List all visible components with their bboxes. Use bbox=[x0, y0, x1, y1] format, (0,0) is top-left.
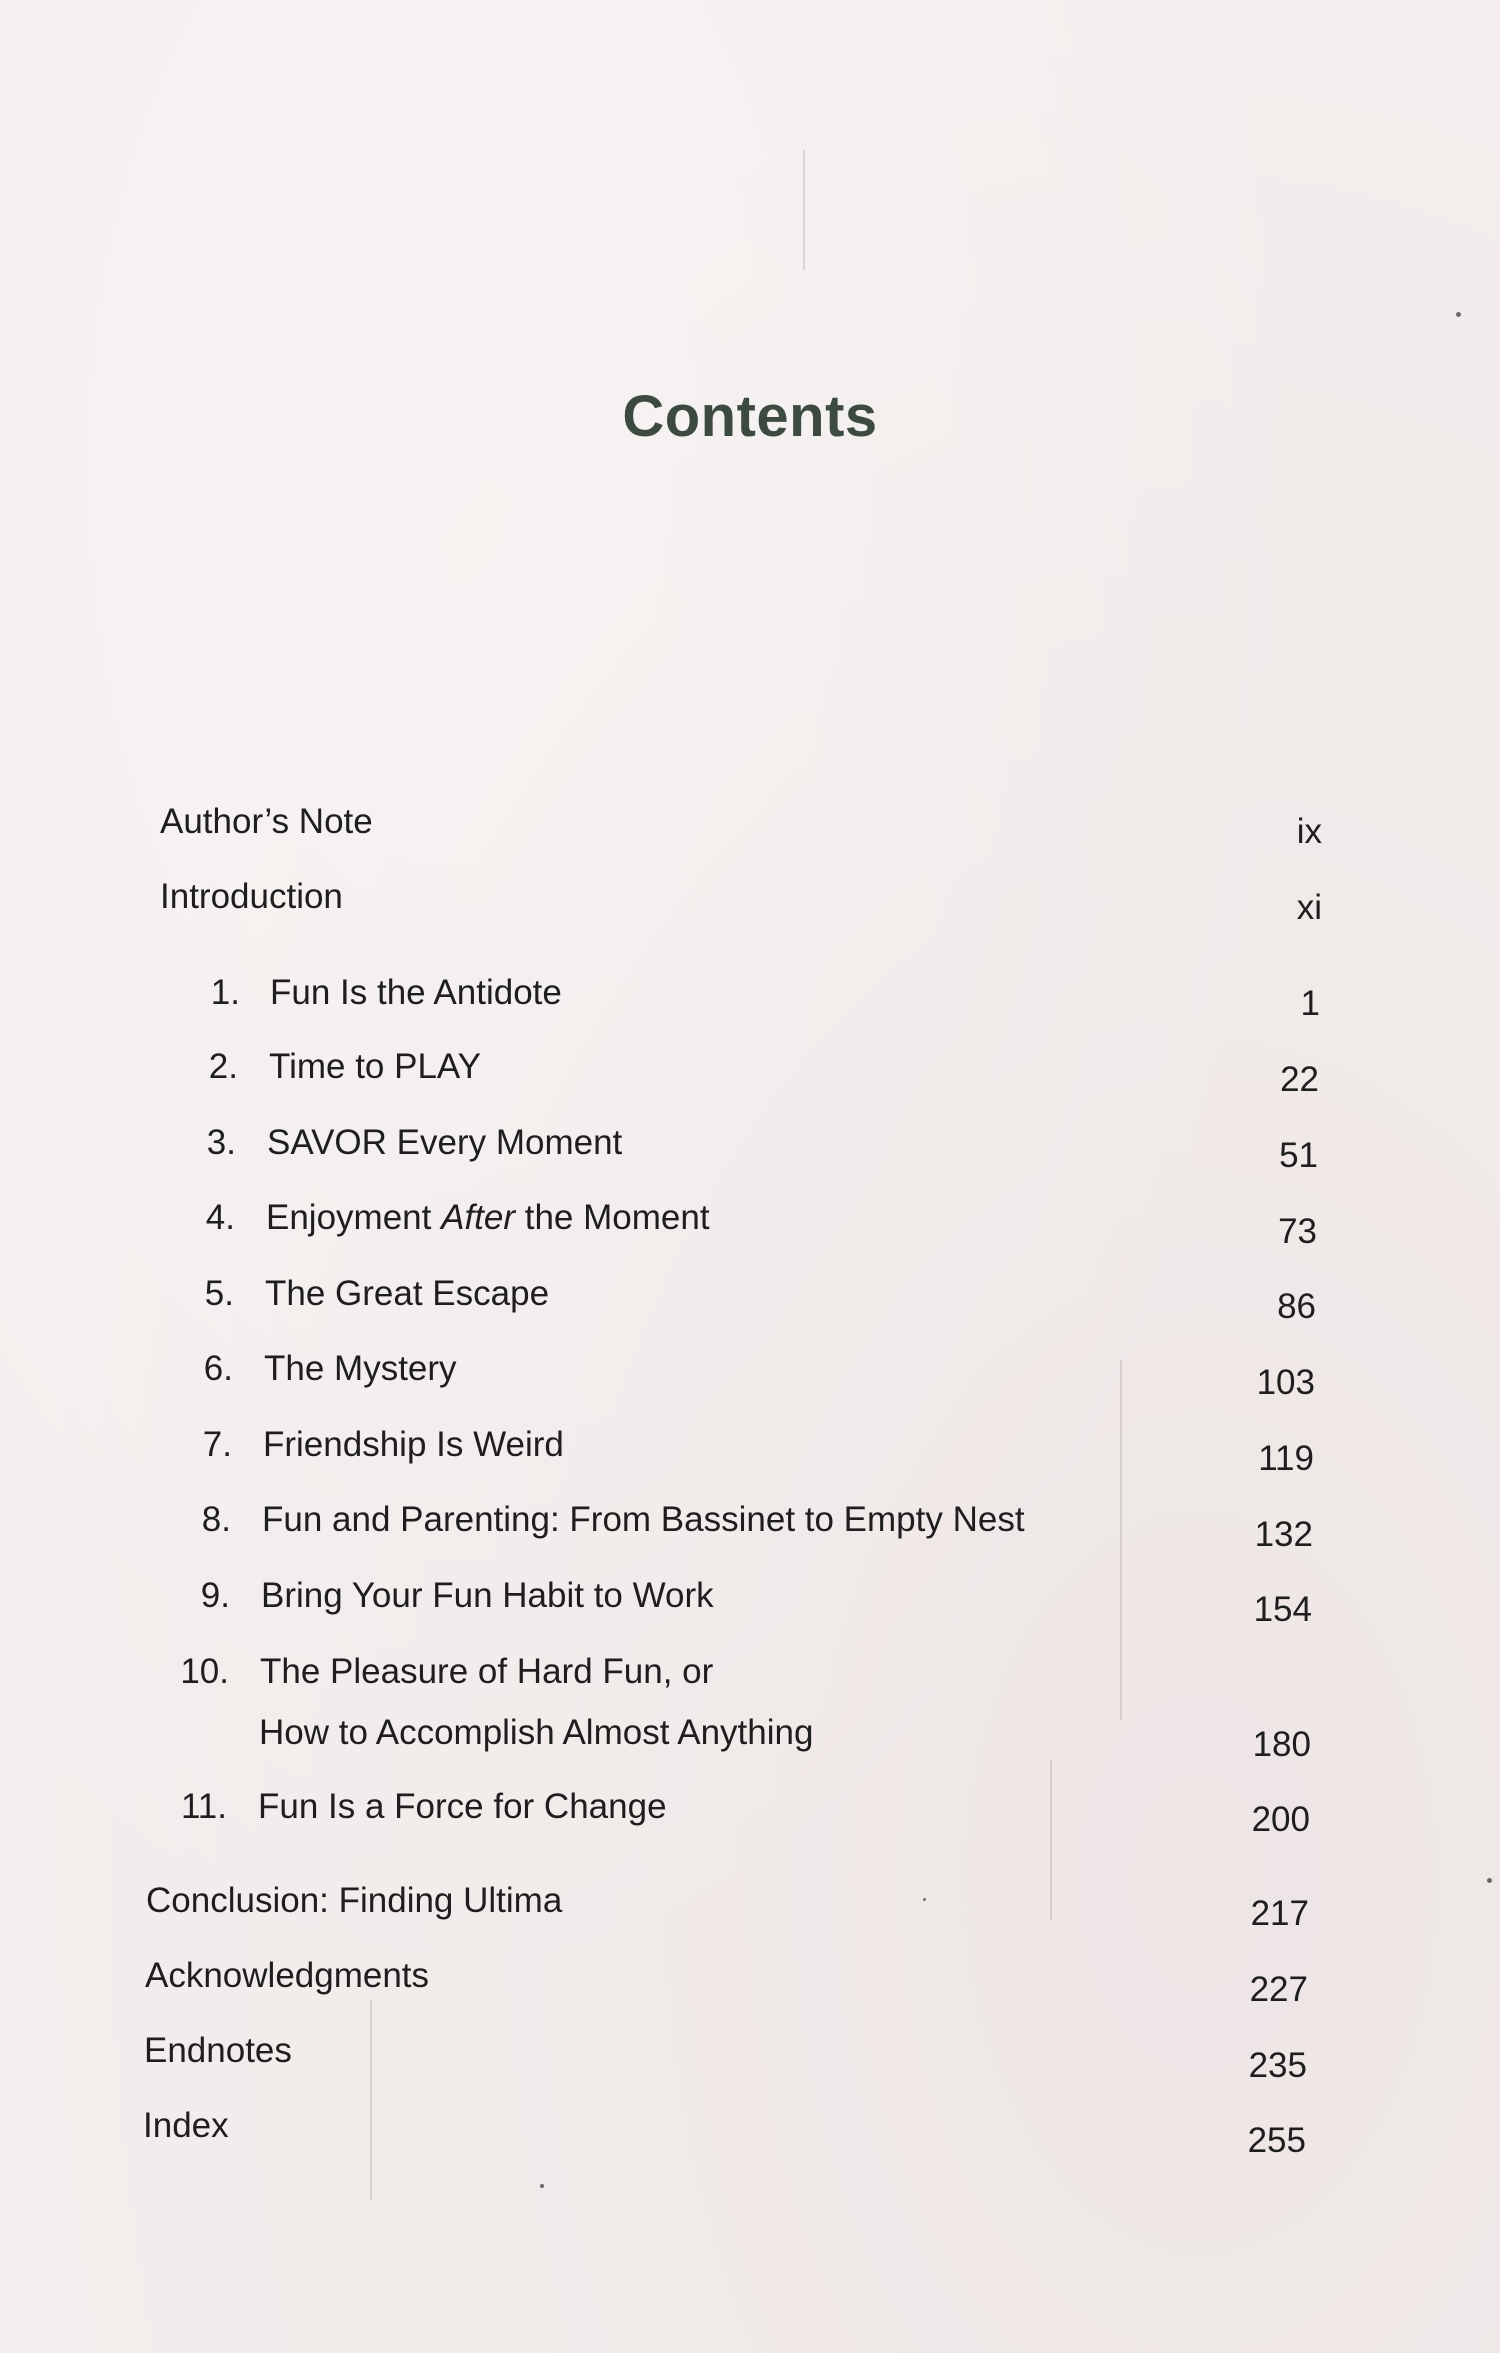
chapter-number: 1. bbox=[210, 973, 240, 1012]
chapter-number: 9. bbox=[200, 1576, 230, 1615]
chapter-page: 51 bbox=[1279, 1136, 1318, 1175]
paper-crease bbox=[803, 150, 805, 270]
paper-crease bbox=[1050, 1760, 1052, 1920]
chapter-page: 1 bbox=[1300, 984, 1320, 1023]
chapter-number: 4. bbox=[205, 1198, 235, 1237]
toc-page-index: 255 bbox=[1247, 2121, 1306, 2160]
chapter-title: Fun and Parenting: From Bassinet to Empty Nest bbox=[262, 1500, 1025, 1539]
chapter-title: Fun Is a Force for Change bbox=[258, 1787, 667, 1826]
toc-page-acknowledgments: 227 bbox=[1249, 1970, 1308, 2009]
chapter-page: 132 bbox=[1254, 1515, 1313, 1554]
chapter-title: The Great Escape bbox=[265, 1274, 550, 1313]
chapter-title bbox=[266, 1198, 710, 1238]
chapter-page: 180 bbox=[1252, 1725, 1311, 1764]
chapter-page: 119 bbox=[1258, 1439, 1314, 1478]
chapter-number: 2. bbox=[208, 1047, 238, 1086]
chapter-page: 86 bbox=[1277, 1287, 1316, 1326]
chapter-page: 73 bbox=[1278, 1212, 1317, 1251]
toc-page-endnotes: 235 bbox=[1248, 2046, 1307, 2085]
toc-entry-conclusion: Conclusion: Finding Ultima bbox=[146, 1881, 563, 1920]
chapter-title-part: Enjoyment bbox=[266, 1198, 442, 1237]
chapter-title: Friendship Is Weird bbox=[263, 1425, 564, 1464]
toc-entry-introduction: Introduction bbox=[160, 877, 343, 916]
chapter-title-line1: The Pleasure of Hard Fun, or bbox=[260, 1652, 714, 1691]
chapter-number: 10. bbox=[180, 1652, 229, 1691]
chapter-number: 8. bbox=[201, 1500, 231, 1539]
chapter-number: 6. bbox=[203, 1349, 233, 1388]
dust-speck bbox=[1456, 312, 1461, 317]
dust-speck bbox=[540, 2184, 544, 2188]
chapter-title: Bring Your Fun Habit to Work bbox=[261, 1576, 714, 1615]
chapter-title: Time to PLAY bbox=[269, 1047, 482, 1086]
chapter-number: 7. bbox=[202, 1425, 232, 1464]
paper-crease bbox=[370, 2000, 372, 2200]
chapter-page: 103 bbox=[1256, 1363, 1315, 1402]
toc-page-conclusion: 217 bbox=[1250, 1894, 1309, 1933]
toc-entry-acknowledgments: Acknowledgments bbox=[145, 1956, 430, 1995]
paper-crease bbox=[1120, 1360, 1122, 1720]
chapter-title-line2: How to Accomplish Almost Anything bbox=[259, 1713, 814, 1752]
toc-entry-authors-note: Author’s Note bbox=[160, 802, 373, 841]
chapter-page: 200 bbox=[1251, 1800, 1310, 1839]
chapter-title: Fun Is the Antidote bbox=[270, 973, 562, 1012]
toc-entry-endnotes: Endnotes bbox=[144, 2031, 292, 2070]
chapter-title: The Mystery bbox=[264, 1349, 457, 1388]
chapter-number: 3. bbox=[206, 1123, 236, 1162]
toc-entry-index: Index bbox=[143, 2106, 229, 2145]
dust-speck bbox=[923, 1898, 926, 1901]
dust-speck bbox=[1487, 1878, 1492, 1883]
page-title: Contents bbox=[622, 384, 878, 449]
chapter-number: 11. bbox=[180, 1787, 227, 1826]
toc-page-authors-note: ix bbox=[1296, 812, 1322, 851]
chapter-title-emphasis: After bbox=[441, 1198, 516, 1237]
chapter-number: 5. bbox=[204, 1274, 234, 1313]
chapter-page: 22 bbox=[1280, 1060, 1319, 1099]
chapter-page: 154 bbox=[1253, 1590, 1312, 1629]
toc-page-introduction: xi bbox=[1296, 888, 1322, 927]
chapter-title-part: the Moment bbox=[515, 1198, 710, 1237]
chapter-title: SAVOR Every Moment bbox=[267, 1123, 623, 1162]
